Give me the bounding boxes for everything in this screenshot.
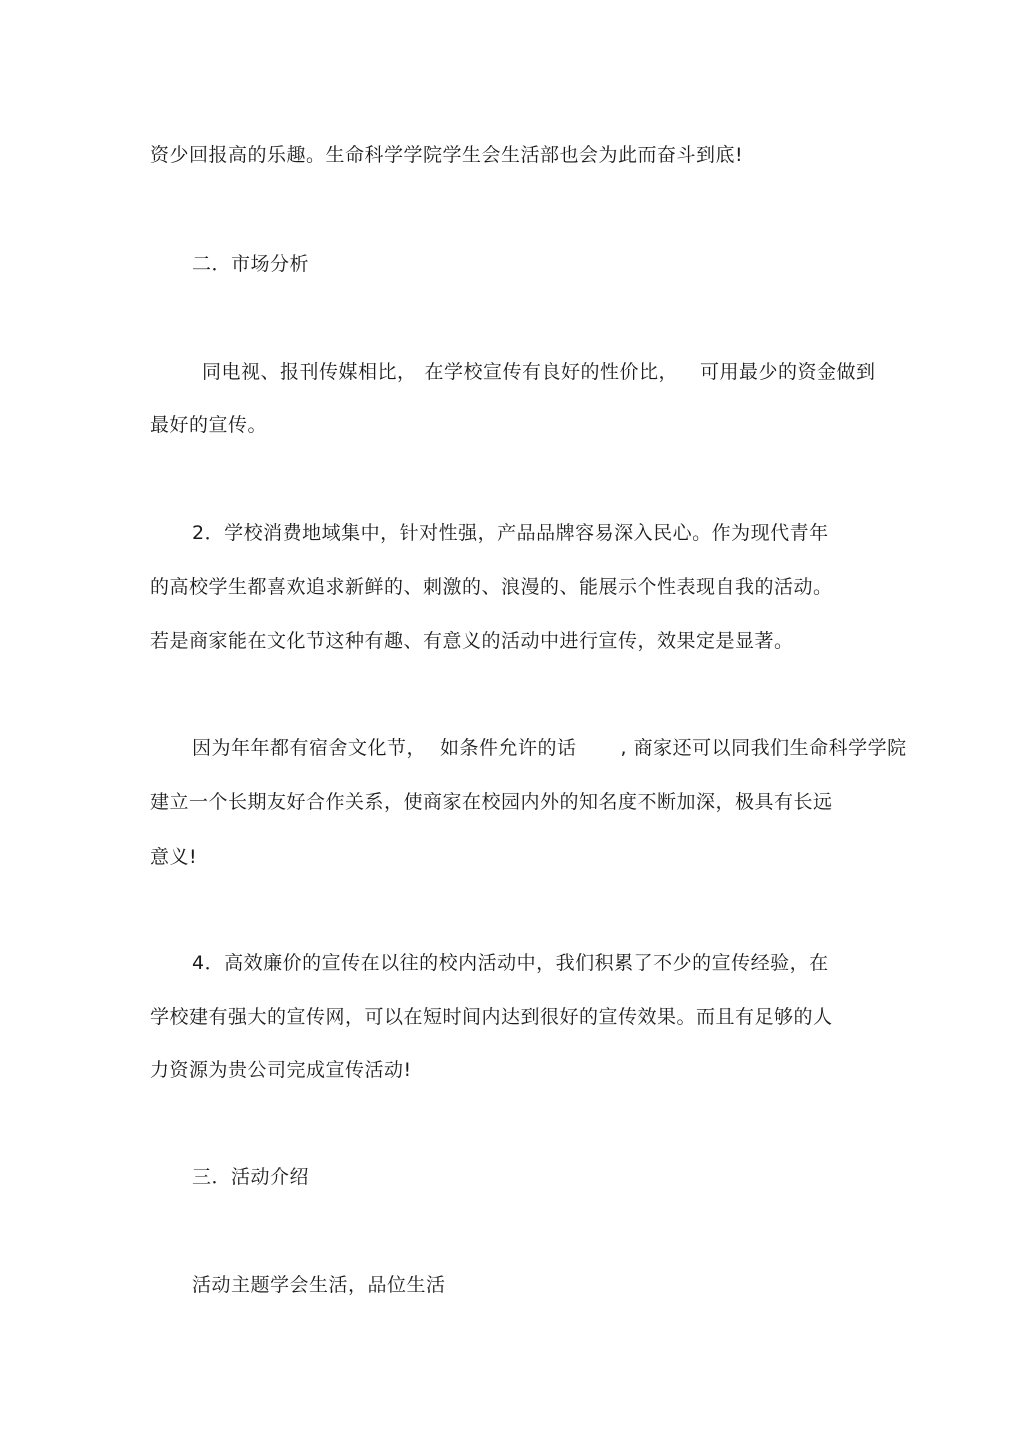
paragraph-line [202, 360, 876, 384]
paragraph-line [192, 736, 907, 760]
text-segment: 因为年年都有宿舍文化节， [192, 737, 427, 759]
section-heading-activity-intro: 三．活动介绍 [192, 1166, 310, 1188]
paragraph-line: 的高校学生都喜欢追求新鲜的、刺激的、浪漫的、能展示个性表现自我的活动。 [150, 576, 833, 598]
section-heading-market-analysis: 二．市场分析 [192, 253, 310, 275]
paragraph-line: 若是商家能在文化节这种有趣、有意义的活动中进行宣传，效果定是显著。 [150, 630, 794, 652]
paragraph-line: 活动主题学会生活，品位生活 [192, 1274, 446, 1296]
text-segment: 可用最少的资金做到 [700, 361, 876, 383]
paragraph-line: 建立一个长期友好合作关系，使商家在校园内外的知名度不断加深，极具有长远 [150, 791, 833, 813]
text-segment: 如条件允许的话 [440, 737, 577, 759]
paragraph-line: 力资源为贵公司完成宣传活动! [150, 1059, 412, 1081]
text-segment: 在学校宣传有良好的性价比， [424, 361, 679, 383]
paragraph-line: 学校建有强大的宣传网，可以在短时间内达到很好的宣传效果。而且有足够的人 [150, 1006, 833, 1028]
paragraph-line: 最好的宣传。 [150, 414, 268, 436]
paragraph-line: 意义! [150, 846, 198, 868]
paragraph-line: 4．高效廉价的宣传在以往的校内活动中，我们积累了不少的宣传经验，在 [192, 952, 829, 974]
paragraph-line: 资少回报高的乐趣。生命科学学院学生会生活部也会为此而奋斗到底! [150, 144, 744, 166]
text-segment: , 商家还可以同我们生命科学学院 [620, 737, 907, 759]
paragraph-line: 2．学校消费地域集中，针对性强，产品品牌容易深入民心。作为现代青年 [192, 522, 829, 544]
text-segment: 同电视、报刊传媒相比， [202, 361, 417, 383]
